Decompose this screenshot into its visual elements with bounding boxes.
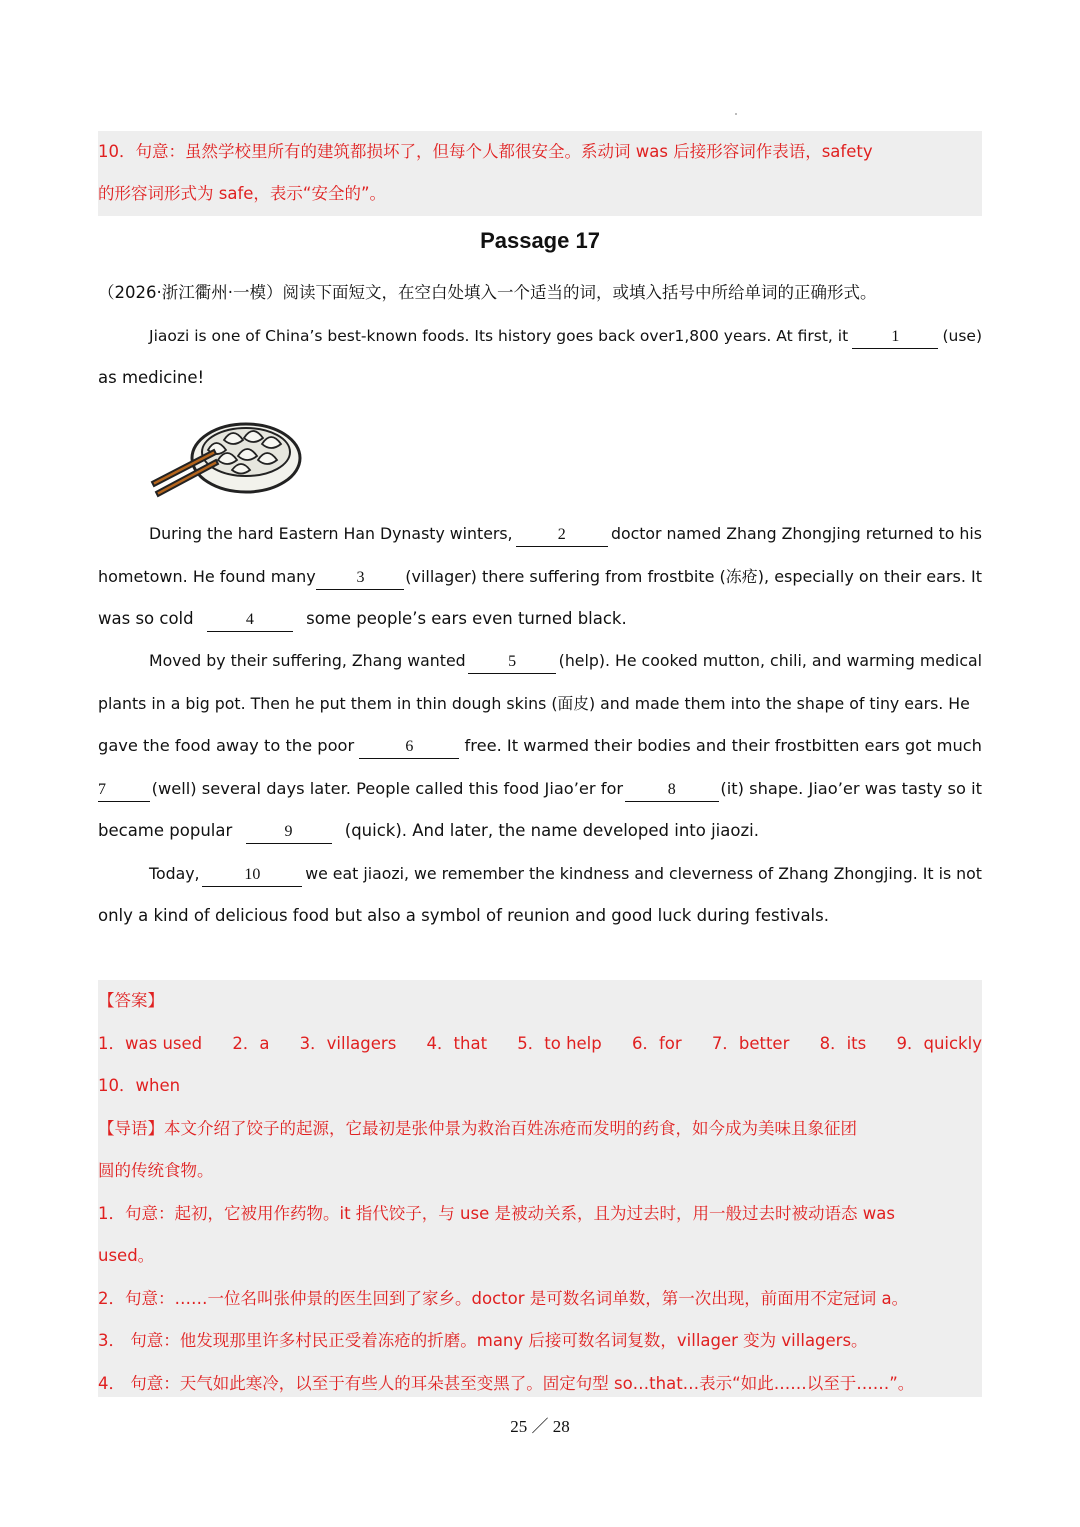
blank-6[interactable]: 6 [359, 736, 459, 759]
answer-item: 2．a [232, 1033, 270, 1053]
blank-5[interactable]: 5 [468, 651, 556, 674]
note-line-1: 10．句意：虽然学校里所有的建筑都损坏了，但每个人都很安全。系动词 was 后接形容词作表语，safety [98, 142, 873, 161]
blank-4[interactable]: 4 [207, 609, 293, 632]
para1-line2: as medicine! [98, 368, 205, 387]
blank-9[interactable]: 9 [246, 821, 332, 844]
answer-item: 4．that [426, 1033, 488, 1053]
answer-item: 9．quickly [896, 1033, 982, 1053]
para3-line2: plants in a big pot. Then he put them in thin dough skins (面皮) and made them into the shape of tiny ears. He [98, 694, 970, 713]
note-line-2: 的形容词形式为 safe，表示“安全的”。 [98, 184, 387, 203]
explanation-4: 4． 句意：天气如此寒冷，以至于有些人的耳朵甚至变黑了。固定句型 so…that…表示“如此……以至于……”。 [98, 1373, 915, 1393]
answer-item: 6．for [631, 1033, 682, 1053]
answer-10: 10．when [98, 1076, 181, 1095]
para1-line1: Jiaozi is one of China’s best-known foods. Its history goes back over1,800 years. At first, it 1 (use) [98, 315, 982, 358]
blank-1[interactable]: 1 [852, 326, 938, 349]
explanation-3: 3． 句意：他发现那里许多村民正受着冻疮的折磨。many 后接可数名词复数，villager 变为 villagers。 [98, 1331, 868, 1350]
answer-list [98, 1023, 982, 1066]
instruction: （2026·浙江衢州·一模）阅读下面短文，在空白处填入一个适当的词，或填入括号中所给单词的正确形式。 [98, 283, 877, 302]
dumplings-bowl-illustration [148, 410, 306, 500]
explanation-2: 2．句意：……一位名叫张仲景的医生回到了家乡。doctor 是可数名词单数，第一次出现，前面用不定冠词 a。 [98, 1288, 909, 1308]
answer-item: 7．better [711, 1033, 790, 1053]
answer-label: 【答案】 [98, 991, 164, 1010]
blank-3[interactable]: 3 [316, 567, 404, 590]
answer-item: 5．to help [517, 1033, 602, 1053]
answer-item: 1．was used [98, 1033, 203, 1053]
para4-line1: Today, 10 we eat jiaozi, we remember the kindness and cleverness of Zhang Zhongjing. It is not [98, 853, 982, 896]
para3-line1: Moved by their suffering, Zhang wanted 5 (help). He cooked mutton, chili, and warming medical [98, 640, 982, 683]
blank-2[interactable]: 2 [516, 524, 608, 547]
intro-line-1: 【导语】本文介绍了饺子的起源，它最初是张仲景为救治百姓冻疮而发明的药食，如今成为美味且象征团 [98, 1118, 857, 1138]
blank-8[interactable]: 8 [625, 779, 719, 802]
previous-answer-note [98, 131, 982, 216]
answer-item: 8．its [819, 1033, 867, 1053]
intro-line-2: 圆的传统食物。 [98, 1161, 214, 1180]
blank-10[interactable]: 10 [202, 864, 302, 887]
blank-7[interactable]: 7 [98, 779, 150, 802]
para3-line3: gave the food away to the poor 6 free. It warmed their bodies and their frostbitten ears got much [98, 725, 982, 768]
para2-line3: was so cold 4 some people’s ears even turned black. [98, 598, 982, 641]
para4-line2: only a kind of delicious food but also a symbol of reunion and good luck during festivals. [98, 906, 829, 925]
stray-mark [735, 113, 737, 115]
para3-line5: became popular 9 (quick). And later, the name developed into jiaozi. [98, 810, 982, 853]
passage-title: Passage 17 [480, 228, 600, 253]
answer-item: 3．villagers [299, 1033, 397, 1053]
page-number: 25 ／ 28 [510, 1417, 570, 1436]
explanation-1-line-1: 1．句意：起初，它被用作药物。it 指代饺子，与 use 是被动关系，且为过去时，用一般过去时被动语态 was [98, 1203, 895, 1223]
explanation-1-line-2: used。 [98, 1246, 155, 1265]
para2-line2: hometown. He found many 3 (villager) there suffering from frostbite (冻疮), especially on their ears. It [98, 556, 982, 599]
para2-line1: During the hard Eastern Han Dynasty winters, 2 doctor named Zhang Zhongjing returned to his [98, 513, 982, 556]
para3-line4: 7 (well) several days later. People called this food Jiao’er for 8 (it) shape. Jiao’er was tasty so it [98, 768, 982, 811]
answer-section [98, 980, 982, 1397]
